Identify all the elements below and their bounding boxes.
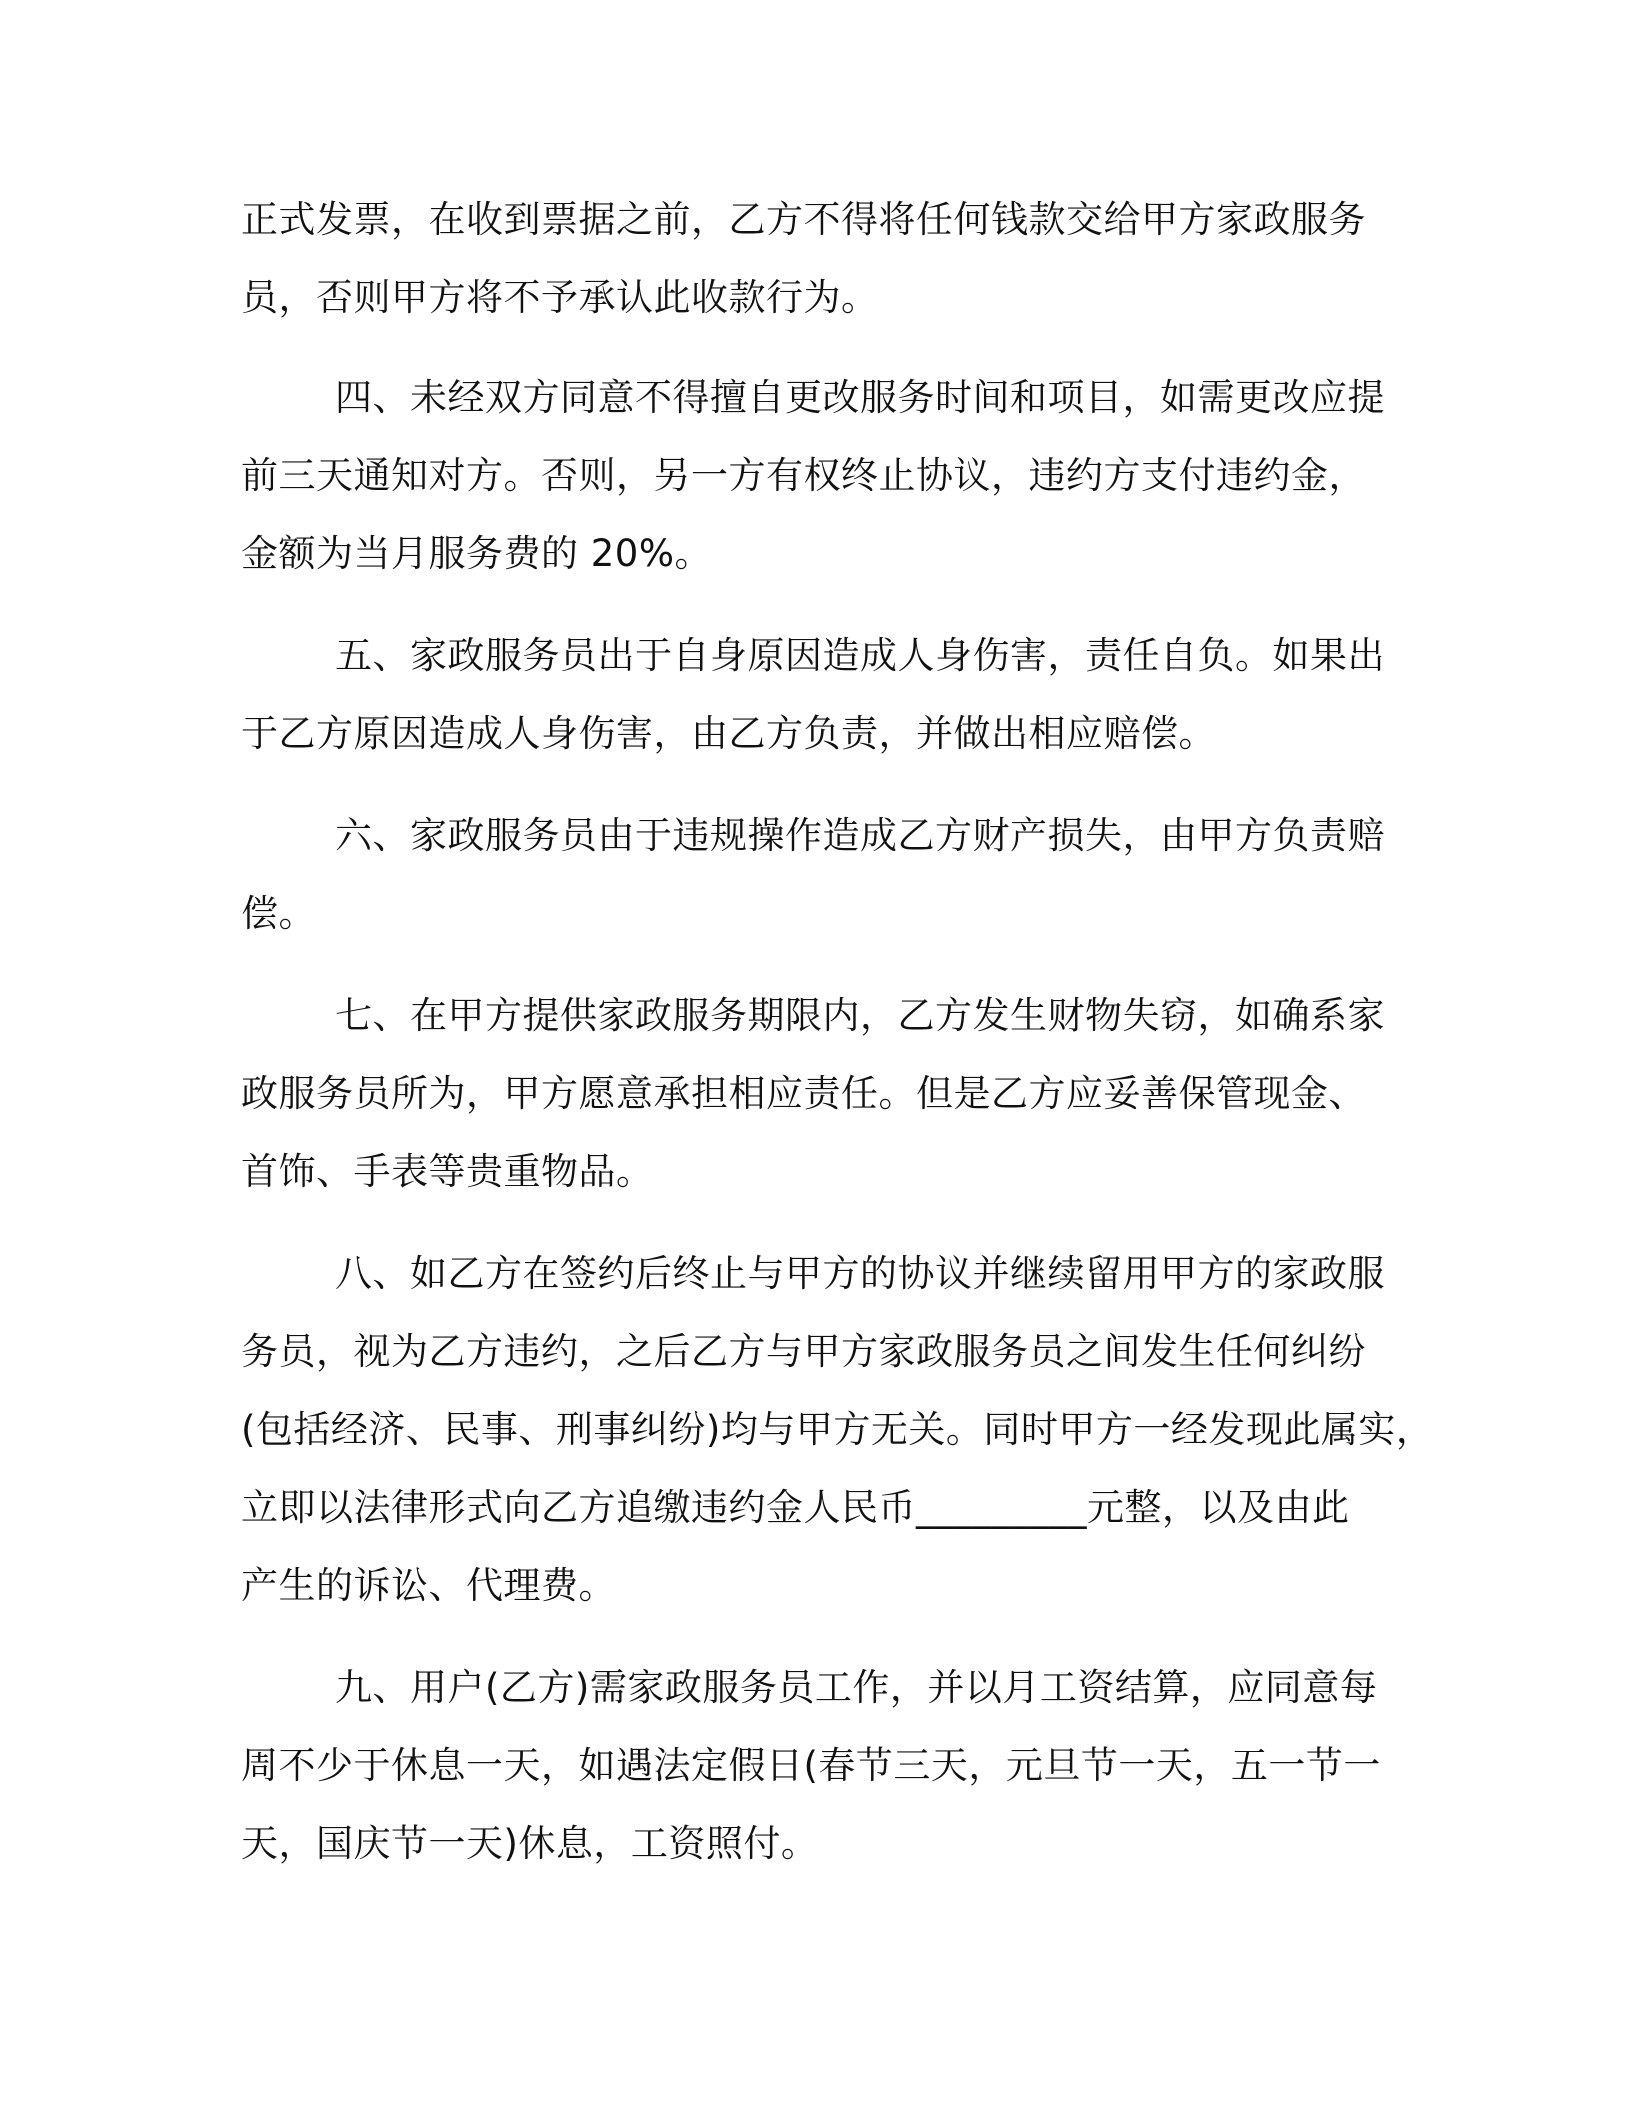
text-line: 周不少于休息一天，如遇法定假日(春节三天，元旦节一天，五一节一	[241, 1744, 1381, 1787]
text-line: 员，否则甲方将不予承认此收款行为。	[241, 276, 879, 319]
text-line: 金额为当月服务费的 20%。	[241, 532, 712, 575]
clause-5-heading-line: 五、家政服务员出于自身原因造成人身伤害，责任自负。如果出	[335, 634, 1385, 677]
text-line: 天，国庆节一天)休息，工资照付。	[241, 1822, 819, 1865]
clause-4-heading-line: 四、未经双方同意不得擅自更改服务时间和项目，如需更改应提	[335, 376, 1385, 419]
text-line: 务员，视为乙方违约，之后乙方与甲方家政服务员之间发生任何纠纷	[241, 1330, 1366, 1373]
text-line: (包括经济、民事、刑事纠纷)均与甲方无关。同时甲方一经发现此属实，	[241, 1408, 1434, 1451]
text-line: 产生的诉讼、代理费。	[241, 1564, 616, 1607]
text-line: 于乙方原因造成人身伤害，由乙方负责，并做出相应赔偿。	[241, 712, 1216, 755]
text-line: 政服务员所为，甲方愿意承担相应责任。但是乙方应妥善保管现金、	[241, 1072, 1366, 1115]
text-line: 偿。	[241, 892, 316, 935]
clause-6-heading-line: 六、家政服务员由于违规操作造成乙方财产损失，由甲方负责赔	[335, 814, 1385, 857]
text-line: 首饰、手表等贵重物品。	[241, 1150, 654, 1193]
text-line: 前三天通知对方。否则，另一方有权终止协议，违约方支付违约金，	[241, 454, 1366, 497]
clause-9-heading-line: 九、用户(乙方)需家政服务员工作，并以月工资结算，应同意每	[335, 1666, 1378, 1709]
clause-7-heading-line: 七、在甲方提供家政服务期限内，乙方发生财物失窃，如确系家	[335, 994, 1385, 1037]
text-line: 正式发票，在收到票据之前，乙方不得将任何钱款交给甲方家政服务	[241, 198, 1366, 241]
text-line: 立即以法律形式向乙方追缴违约金人民币_________元整，以及由此	[241, 1486, 1350, 1529]
clause-8-heading-line: 八、如乙方在签约后终止与甲方的协议并继续留用甲方的家政服	[335, 1252, 1385, 1295]
